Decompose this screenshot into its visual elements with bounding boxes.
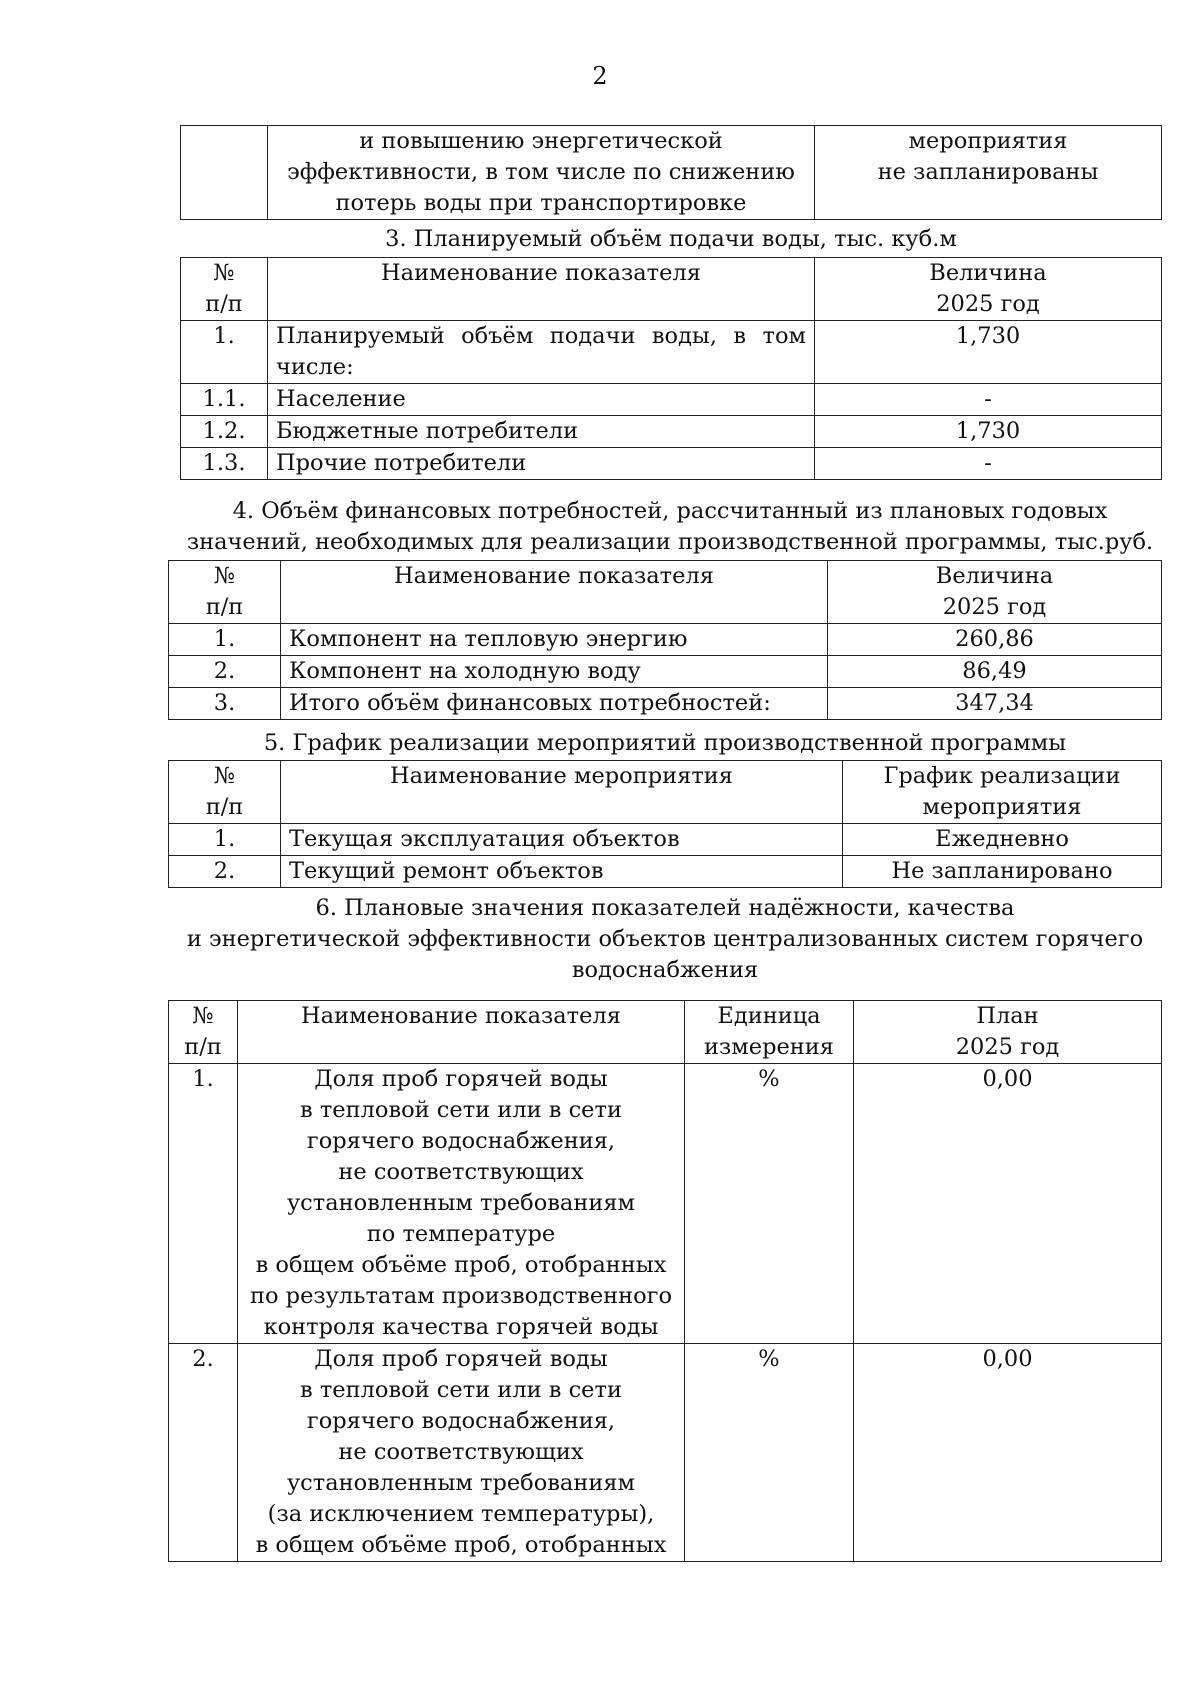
row-value: - [815, 384, 1162, 416]
header-value [815, 258, 1162, 321]
row-name: Планируемый объём подачи воды, в том числе: [268, 321, 815, 384]
row-num: 1. [169, 824, 281, 856]
header-name: Наименование показателя [238, 1001, 685, 1064]
continued-table [180, 125, 1162, 220]
row-num: 3. [169, 688, 281, 720]
row-name-line: Доля проб горячей воды [314, 1066, 608, 1092]
row-value: 1,730 [815, 321, 1162, 384]
row-name-line: установленным требованиям [286, 1470, 636, 1496]
header-value [828, 561, 1162, 624]
table-header-row [169, 561, 1162, 624]
header-text: 2025 год [942, 594, 1047, 620]
section6-title-line: 6. Плановые значения показателей надёжности, качества [315, 895, 1015, 921]
header-text: Величина [935, 563, 1054, 589]
table-row [181, 384, 1162, 416]
header-text: № [213, 563, 236, 589]
row-name-line: установленным требованиям [286, 1190, 636, 1216]
header-text: п/п [205, 794, 244, 820]
table-row [169, 856, 1162, 888]
continued-value-line: не запланированы [877, 159, 1099, 185]
header-name: Наименование показателя [268, 258, 815, 321]
header-plan [854, 1001, 1162, 1064]
row-name-line: (за исключением температуры), [267, 1501, 655, 1527]
header-text: № [192, 1003, 214, 1029]
table-row [169, 1064, 1162, 1344]
header-text: № [213, 763, 236, 789]
section5-table [168, 760, 1162, 888]
table-header-row [169, 1001, 1162, 1064]
row-name: Текущий ремонт объектов [281, 856, 843, 888]
row-unit: % [685, 1064, 854, 1344]
section6-table [168, 1000, 1162, 1562]
table-cell [268, 126, 815, 220]
section3-title: 3. Планируемый объём подачи воды, тыс. куб.м [385, 226, 957, 252]
row-name: Бюджетные потребители [268, 416, 815, 448]
header-text: Единица [717, 1003, 821, 1029]
row-unit: % [685, 1344, 854, 1562]
header-text: мероприятия [922, 794, 1082, 820]
row-name: Население [268, 384, 815, 416]
section6-title [168, 893, 1162, 986]
row-value: 347,34 [828, 688, 1162, 720]
continued-value-line: мероприятия [908, 128, 1068, 154]
row-num: 2. [169, 656, 281, 688]
row-value: 260,86 [828, 624, 1162, 656]
header-text: План [976, 1003, 1039, 1029]
row-num: 1.2. [181, 416, 268, 448]
header-text: п/п [184, 1034, 222, 1060]
header-text: 2025 год [936, 291, 1040, 317]
row-num: 1. [169, 624, 281, 656]
row-name-line: в общем объёме проб, отобранных [255, 1532, 667, 1558]
row-num: 1. [169, 1064, 238, 1344]
section6-title-line: водоснабжения [571, 957, 759, 983]
row-name-line: горячего водоснабжения, [306, 1128, 616, 1154]
header-name: Наименование показателя [281, 561, 828, 624]
page-number: 2 [592, 62, 608, 90]
continued-name-line: и повышению энергетической [359, 128, 723, 154]
row-name-line: по температуре [366, 1221, 556, 1247]
row-num: 1.1. [181, 384, 268, 416]
row-value: Не запланировано [843, 856, 1162, 888]
row-name: Прочие потребители [268, 448, 815, 480]
header-text: Величина [929, 260, 1047, 286]
header-text: 2025 год [955, 1034, 1060, 1060]
table-row [169, 624, 1162, 656]
header-value [843, 761, 1162, 824]
row-name-line: горячего водоснабжения, [306, 1408, 616, 1434]
table-header-row [169, 761, 1162, 824]
table-row [181, 448, 1162, 480]
table-row [181, 321, 1162, 384]
row-name [238, 1064, 685, 1344]
row-name-line: контроля качества горячей воды [263, 1314, 659, 1340]
header-text: График реализации [883, 763, 1121, 789]
row-name-line: в тепловой сети или в сети [300, 1377, 622, 1403]
table-cell [815, 126, 1162, 220]
table-row [169, 824, 1162, 856]
header-unit [685, 1001, 854, 1064]
section4-title [170, 496, 1170, 558]
section4-title-line: значений, необходимых для реализации производственной программы, тыс.руб. [186, 529, 1154, 555]
row-name [238, 1344, 685, 1562]
header-text: измерения [704, 1034, 834, 1060]
row-name: Компонент на холодную воду [281, 656, 828, 688]
row-name-line: не соответствующих [338, 1159, 584, 1185]
row-name: Текущая эксплуатация объектов [281, 824, 843, 856]
section3-table [180, 257, 1162, 480]
continued-name-line: потерь воды при транспортировке [335, 190, 747, 216]
row-value: Ежедневно [843, 824, 1162, 856]
section4-table [168, 560, 1162, 720]
table-row [169, 656, 1162, 688]
section6-title-line: и энергетической эффективности объектов централизованных систем горячего [186, 926, 1144, 952]
table-header-row [181, 258, 1162, 321]
header-name: Наименование мероприятия [281, 761, 843, 824]
header-num [169, 1001, 238, 1064]
row-value: 1,730 [815, 416, 1162, 448]
row-num: 1.3. [181, 448, 268, 480]
row-name: Компонент на тепловую энергию [281, 624, 828, 656]
row-name-line: в общем объёме проб, отобранных [255, 1252, 667, 1278]
row-name: Итого объём финансовых потребностей: [281, 688, 828, 720]
table-cell [181, 126, 268, 220]
header-num [169, 761, 281, 824]
header-num [181, 258, 268, 321]
section4-title-line: 4. Объём финансовых потребностей, рассчитанный из плановых годовых [232, 498, 1108, 524]
header-text: № [213, 260, 235, 286]
header-text: п/п [205, 594, 244, 620]
header-num [169, 561, 281, 624]
table-row [169, 1344, 1162, 1562]
row-plan: 0,00 [854, 1344, 1162, 1562]
header-text: п/п [205, 291, 243, 317]
row-num: 2. [169, 1344, 238, 1562]
row-value: 86,49 [828, 656, 1162, 688]
row-plan: 0,00 [854, 1064, 1162, 1344]
table-row [181, 416, 1162, 448]
row-name-line: Доля проб горячей воды [314, 1346, 608, 1372]
row-name-line: в тепловой сети или в сети [300, 1097, 622, 1123]
continued-name-line: эффективности, в том числе по снижению [287, 159, 795, 185]
row-name-line: не соответствующих [338, 1439, 584, 1465]
row-num: 2. [169, 856, 281, 888]
row-num: 1. [181, 321, 268, 384]
row-name-line: по результатам производственного [249, 1283, 673, 1309]
table-row [169, 688, 1162, 720]
row-value: - [815, 448, 1162, 480]
section5-title: 5. График реализации мероприятий производственной программы [263, 730, 1067, 756]
